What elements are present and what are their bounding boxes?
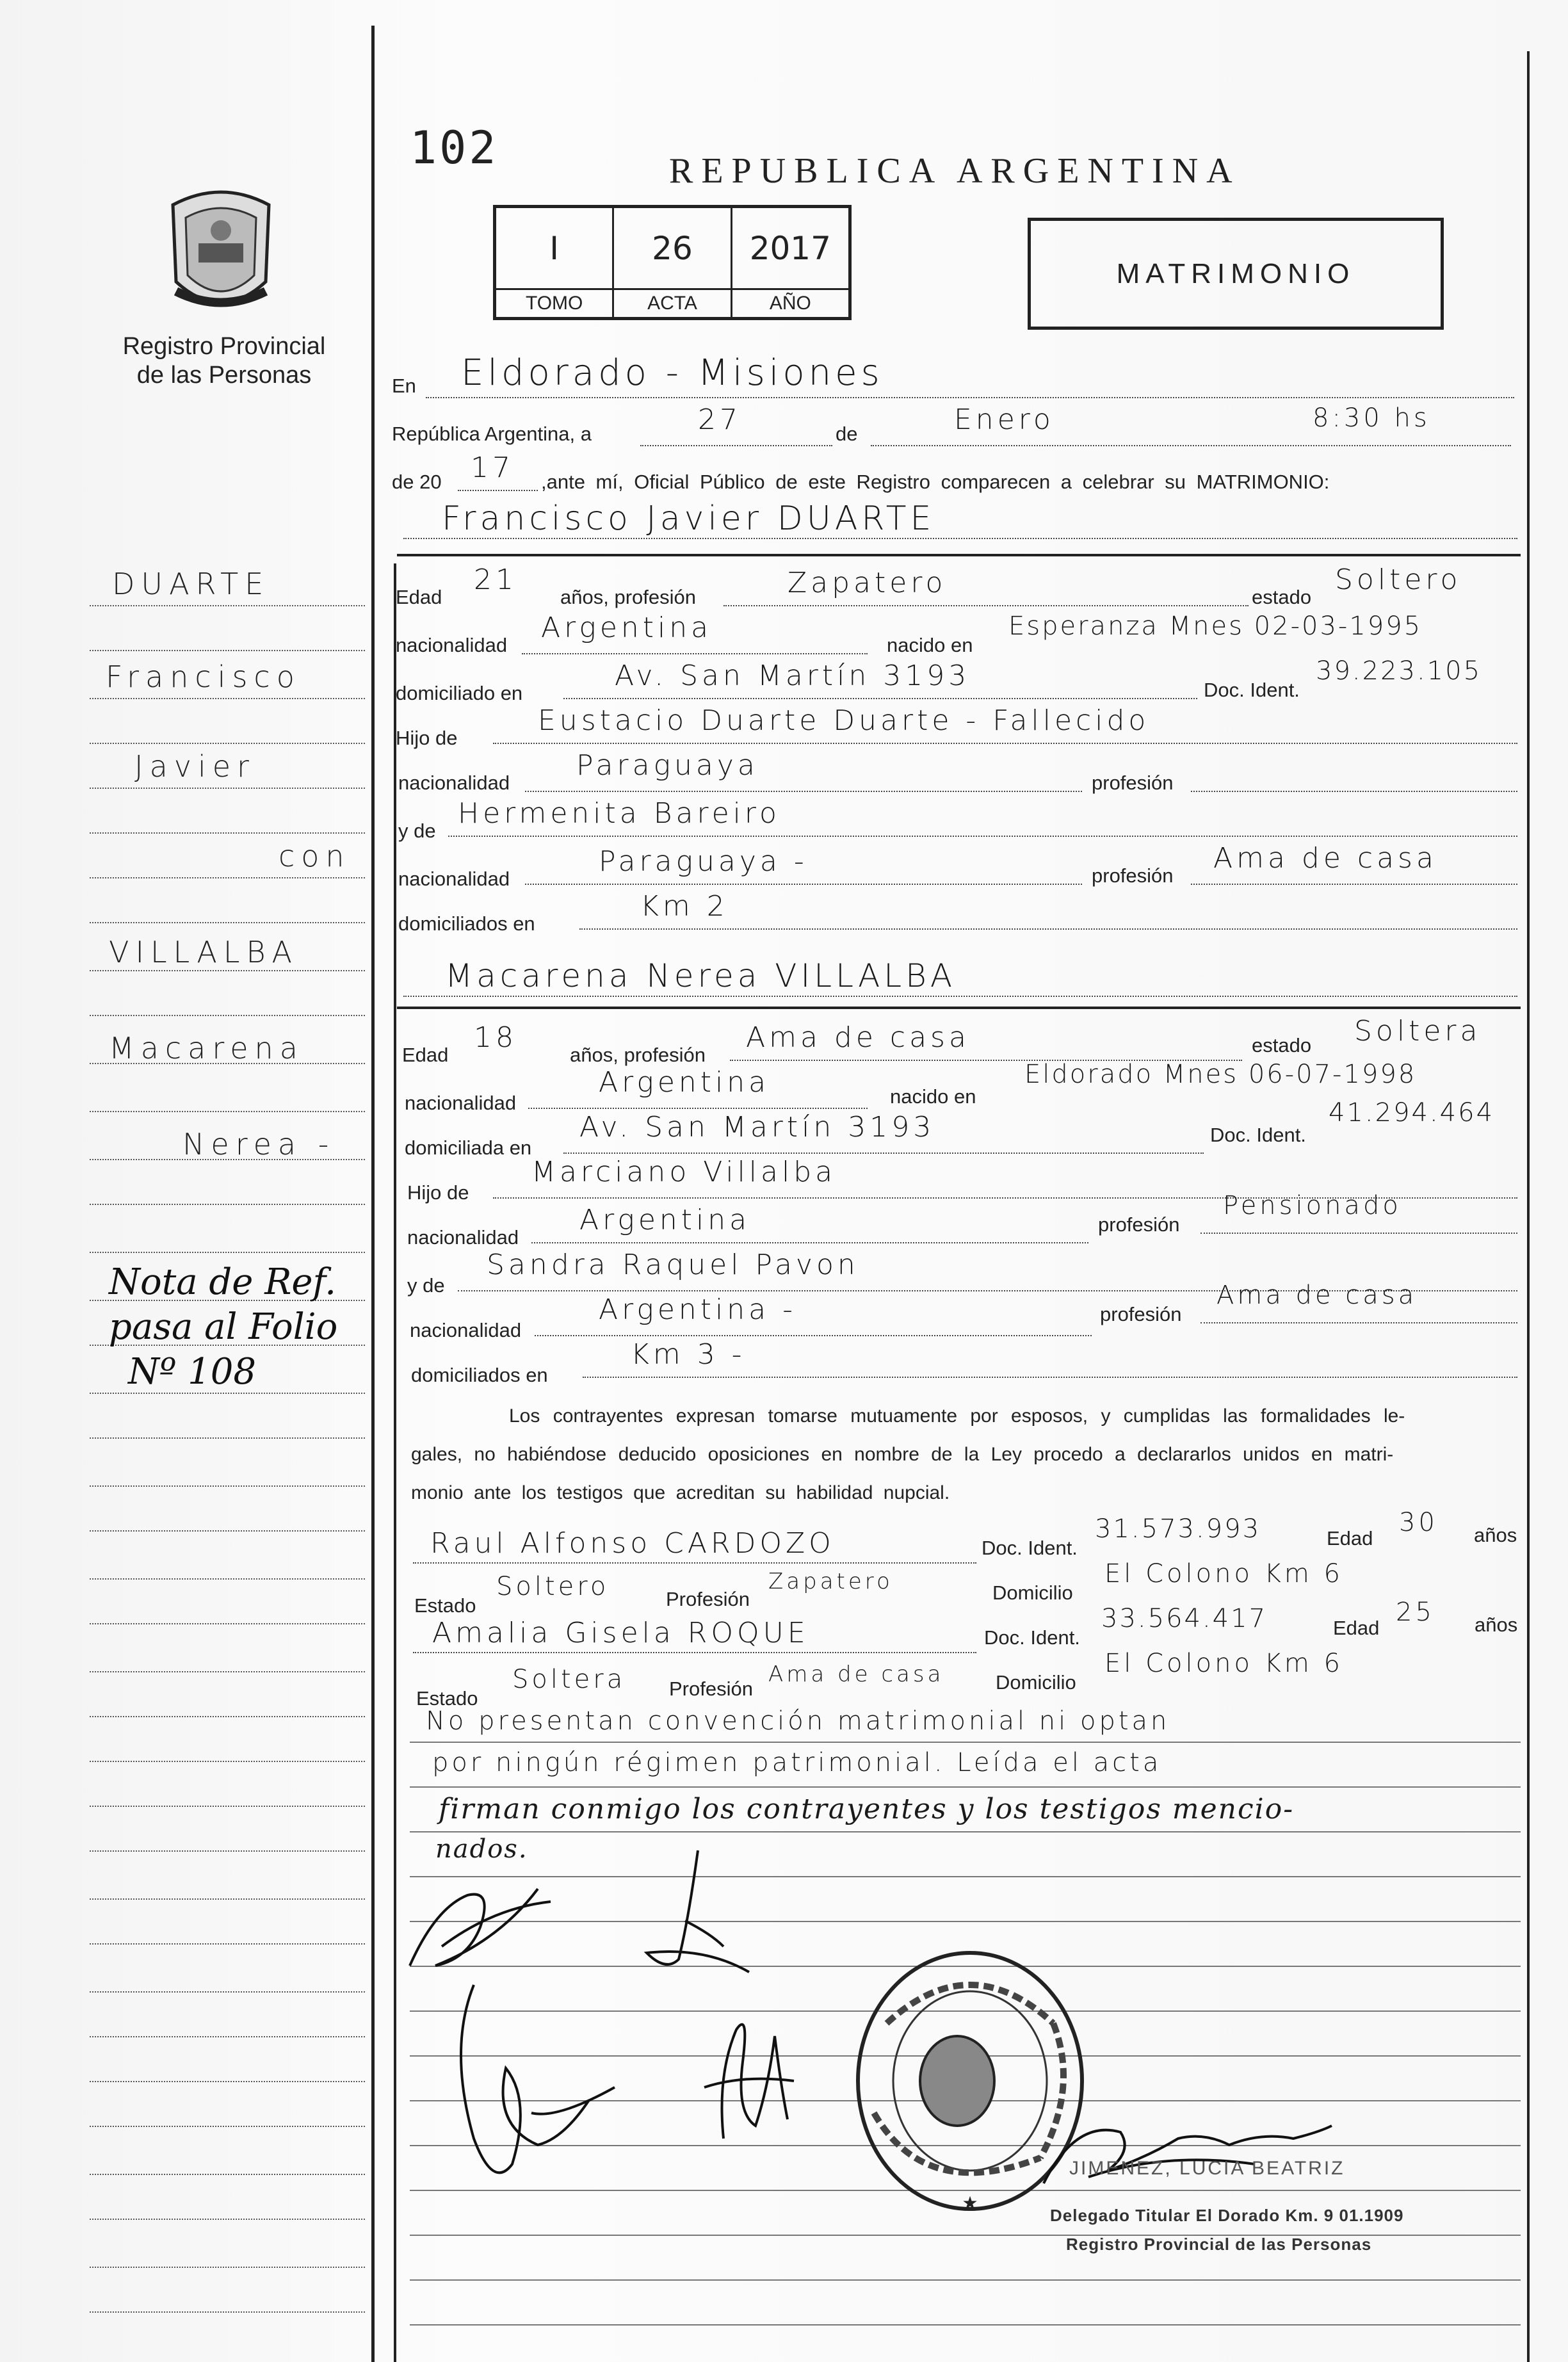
- margin-rule: [90, 970, 365, 971]
- bride-age: 18: [474, 1021, 517, 1054]
- groom-mother-profession: Ama de casa: [1213, 842, 1437, 875]
- svg-text:★: ★: [962, 2192, 978, 2213]
- bride-name: Macarena Nerea VILLALBA: [445, 957, 957, 994]
- groom-profesion-line: [723, 605, 1249, 606]
- registry-name-line1: Registro Provincial: [122, 333, 326, 360]
- bride-profesion-label: años, profesión: [570, 1044, 706, 1066]
- margin-rule: [90, 1806, 365, 1807]
- margin-rule: [90, 788, 365, 789]
- groom-father-nationality: Paraguaya: [576, 749, 759, 782]
- note-rule: [410, 1876, 1521, 1877]
- tomo-label: TOMO: [496, 288, 612, 317]
- witness1-age: 30: [1399, 1508, 1438, 1537]
- note-rule: [410, 1786, 1521, 1788]
- margin-rule: [90, 743, 365, 744]
- margin-entry-con: con: [279, 839, 351, 873]
- bride-signature: [627, 1844, 768, 1985]
- bride-name-line: [403, 996, 1517, 997]
- groom-doc: 39.223.105: [1316, 656, 1482, 686]
- margin-entry-middlename: Javier: [134, 749, 255, 784]
- groom-name-line: [403, 538, 1517, 539]
- ante-text: ,ante mí, Oficial Público de este Registro comparecen a celebrar su MATRIMONIO:: [541, 471, 1330, 493]
- witness1-profesion-label: Profesión: [666, 1588, 750, 1610]
- official-office: Registro Provincial de las Personas: [1066, 2235, 1372, 2254]
- bride-address: Av. San Martín 3193: [579, 1111, 935, 1144]
- margin-entry-bride-middlename: Nerea -: [182, 1127, 335, 1161]
- margin-rule: [90, 1761, 365, 1762]
- groom-nacido-label: nacido en: [887, 634, 973, 656]
- witness1-estado-label: Estado: [414, 1594, 476, 1617]
- bride-parents-address: Km 3 -: [631, 1338, 746, 1371]
- country-title: REPUBLICA ARGENTINA: [669, 151, 1241, 191]
- official-title: Delegado Titular El Dorado Km. 9 01.1909: [1050, 2206, 1404, 2225]
- day-value: 27: [698, 403, 741, 436]
- bride-mother-nat-line: [535, 1335, 1092, 1336]
- bride-domicilio-line: [563, 1153, 1204, 1154]
- witness2-profesion-label: Profesión: [669, 1678, 753, 1700]
- bride-nationality: Argentina: [599, 1066, 770, 1099]
- groom-mother-nationality: Paraguaya -: [599, 845, 808, 878]
- groom-mother-prof-label: profesión: [1092, 864, 1174, 887]
- margin-entry-bride-firstname: Macarena: [109, 1031, 304, 1065]
- groom-father-nat-line: [525, 791, 1082, 792]
- groom-parents-address: Km 2: [640, 890, 729, 923]
- groom-father-prof-line: [1191, 791, 1517, 792]
- margin-rule: [90, 1850, 365, 1852]
- margin-rule: [90, 2311, 365, 2313]
- acta-label: ACTA: [614, 288, 730, 317]
- witness1-anos-label: años: [1474, 1524, 1517, 1546]
- ano-value: 2017: [749, 229, 831, 267]
- margin-rule: [90, 1252, 365, 1253]
- acta-value: 26: [652, 229, 693, 267]
- witness1-signature: [435, 1972, 627, 2203]
- witness1-address: El Colono Km 6: [1104, 1559, 1343, 1589]
- bride-mother-nat-label: nacionalidad: [410, 1319, 522, 1341]
- note-rule: [410, 1921, 1521, 1922]
- notes-line4: nados.: [435, 1834, 528, 1864]
- groom-section-rule: [397, 554, 1521, 556]
- groom-yde-label: y de: [398, 820, 436, 842]
- margin-rule: [90, 1623, 365, 1624]
- margin-rule: [90, 2174, 365, 2175]
- witness1-doc: 31.573.993: [1095, 1514, 1261, 1544]
- margin-divider: [371, 26, 375, 2362]
- year-dotline: [458, 490, 538, 491]
- groom-signature: [397, 1870, 563, 1985]
- bride-estado-label: estado: [1252, 1034, 1312, 1056]
- groom-edad-label: Edad: [396, 586, 442, 608]
- margin-rule: [90, 1578, 365, 1580]
- act-type-box: MATRIMONIO: [1028, 218, 1444, 330]
- month-value: Enero: [954, 403, 1055, 436]
- day-dotline: [640, 445, 832, 446]
- witness1-status: Soltero: [496, 1572, 610, 1601]
- groom-profession: Zapatero: [788, 567, 947, 599]
- groom-estado-label: estado: [1252, 586, 1312, 608]
- republica-label: República Argentina, a: [392, 423, 592, 445]
- bride-nacionalidad-line: [528, 1108, 868, 1109]
- margin-rule: [90, 832, 365, 834]
- margin-rule: [90, 650, 365, 651]
- bride-mother-prof-line: [1200, 1322, 1517, 1323]
- groom-father-nat-label: nacionalidad: [398, 772, 510, 794]
- record-number-box: [493, 205, 852, 320]
- groom-domicilio-line: [563, 698, 1197, 699]
- bride-father-nat-line: [531, 1242, 1088, 1243]
- groom-civil-status: Soltero: [1335, 563, 1462, 596]
- margin-rule: [90, 1716, 365, 1717]
- official-signature: [1037, 2107, 1338, 2196]
- de-label: de: [836, 423, 858, 445]
- note-rule: [410, 1742, 1521, 1743]
- bride-father-profession: Pensionado: [1223, 1191, 1402, 1220]
- groom-mother-line: [448, 836, 1517, 837]
- en-place-value: Eldorado - Misiones: [461, 352, 884, 394]
- tomo-cell: [496, 208, 614, 317]
- margin-note-line2: pasa al Folio: [109, 1306, 338, 1348]
- witness2-age: 25: [1396, 1598, 1435, 1627]
- witness2-status: Soltera: [512, 1665, 626, 1694]
- province-seal-icon: [163, 186, 279, 320]
- margin-rule: [90, 1671, 365, 1672]
- note-rule: [410, 2324, 1521, 2326]
- witness2-estado-label: Estado: [416, 1687, 478, 1710]
- bride-mother: Sandra Raquel Pavon: [487, 1249, 859, 1281]
- form-left-border: [394, 563, 396, 2362]
- en-dotline: [426, 397, 1514, 398]
- groom-nationality: Argentina: [541, 611, 713, 644]
- margin-rule: [90, 1111, 365, 1112]
- groom-hijo-label: Hijo de: [396, 727, 458, 749]
- bride-mother-nationality: Argentina -: [599, 1293, 796, 1326]
- witness2-profession: Ama de casa: [768, 1662, 944, 1687]
- bride-edad-label: Edad: [402, 1044, 449, 1066]
- margin-rule: [90, 1204, 365, 1205]
- year-suffix-value: 17: [471, 451, 514, 484]
- acta-cell: [614, 208, 732, 317]
- bride-born: Eldorado Mnes 06-07-1998: [1024, 1060, 1417, 1089]
- bride-father-nat-label: nacionalidad: [407, 1226, 519, 1249]
- declaration-line1: Los contrayentes expresan tomarse mutuamente por esposos, y cumplidas las formalidades le-: [509, 1405, 1405, 1427]
- bride-parents-dom-line: [583, 1377, 1517, 1378]
- groom-doc-label: Doc. Ident.: [1204, 679, 1300, 701]
- witness2-name: Amalia Gisela ROQUE: [432, 1617, 809, 1649]
- declaration-line2: gales, no habiéndose deducido oposiciones en nombre de la Ley procedo a declararlos unidos en matri-: [411, 1444, 1394, 1465]
- declaration-line3: monio ante los testigos que acreditan su habilidad nupcial.: [411, 1482, 950, 1503]
- margin-note-line3: Nº 108: [128, 1351, 257, 1393]
- witness1-edad-label: Edad: [1327, 1527, 1373, 1549]
- margin-rule: [90, 1530, 365, 1532]
- right-border: [1527, 51, 1530, 2362]
- witness1-doc-label: Doc. Ident.: [982, 1537, 1078, 1559]
- tomo-value: I: [549, 229, 560, 267]
- time-value: 8:30 hs: [1313, 403, 1430, 433]
- witness2-edad-label: Edad: [1333, 1617, 1380, 1639]
- margin-note-line1: Nota de Ref.: [109, 1261, 337, 1303]
- margin-rule: [90, 1485, 365, 1487]
- witness2-signature: [679, 2010, 807, 2151]
- margin-rule: [90, 1015, 365, 1016]
- groom-nacionalidad-line: [522, 653, 868, 654]
- bride-father-nationality: Argentina: [579, 1204, 751, 1236]
- groom-born: Esperanza Mnes 02-03-1995: [1008, 611, 1423, 641]
- margin-rule: [90, 1393, 365, 1394]
- margin-rule: [90, 605, 365, 606]
- folio-number: 102: [410, 122, 499, 174]
- margin-entry-firstname: Francisco: [106, 659, 301, 694]
- witness2-anos-label: años: [1475, 1614, 1518, 1636]
- margin-rule: [90, 2081, 365, 2082]
- bride-doc: 41.294.464: [1329, 1098, 1495, 1128]
- witness1-name-line: [413, 1562, 976, 1564]
- bride-hijo-label: Hijo de: [407, 1181, 469, 1204]
- de20-label: de 20: [392, 471, 442, 493]
- margin-rule: [90, 2126, 365, 2127]
- registry-name-line2: de las Personas: [136, 362, 312, 389]
- note-rule: [410, 1831, 1521, 1832]
- margin-rule: [90, 922, 365, 923]
- margin-rule: [90, 698, 365, 699]
- month-dotline: [871, 445, 1511, 446]
- bride-mother-prof-label: profesión: [1100, 1303, 1182, 1325]
- groom-domicilio-label: domiciliado en: [396, 682, 523, 704]
- notes-line1: No presentan convención matrimonial ni optan: [426, 1706, 1170, 1736]
- groom-profesion-label: años, profesión: [560, 586, 696, 608]
- groom-father-line: [493, 743, 1517, 744]
- groom-mother: Hermenita Bareiro: [458, 797, 780, 830]
- groom-mother-prof-line: [1191, 884, 1517, 885]
- groom-age: 21: [474, 563, 517, 596]
- bride-father-prof-label: profesión: [1098, 1213, 1180, 1236]
- margin-rule: [90, 2036, 365, 2037]
- bride-doc-label: Doc. Ident.: [1210, 1124, 1306, 1146]
- margin-rule: [90, 1437, 365, 1439]
- bride-father-prof-line: [1200, 1233, 1517, 1234]
- note-rule: [410, 2279, 1521, 2281]
- bride-nacido-label: nacido en: [890, 1085, 976, 1108]
- witness2-domicilio-label: Domicilio: [996, 1671, 1076, 1694]
- witness1-domicilio-label: Domicilio: [992, 1581, 1073, 1604]
- witness2-name-line: [413, 1652, 976, 1653]
- groom-name: Francisco Javier DUARTE: [442, 499, 935, 538]
- bride-nacionalidad-label: nacionalidad: [405, 1092, 517, 1114]
- groom-nacionalidad-label: nacionalidad: [396, 634, 508, 656]
- witness1-profession: Zapatero: [768, 1569, 893, 1594]
- official-name: JIMENEZ, LUCIA BEATRIZ: [1069, 2158, 1345, 2179]
- ano-cell: [732, 208, 848, 317]
- groom-parents-dom-label: domiciliados en: [398, 912, 535, 935]
- margin-rule: [90, 2219, 365, 2220]
- margin-rule: [90, 1943, 365, 1945]
- bride-father: Marciano Villalba: [531, 1156, 837, 1188]
- groom-father: Eustacio Duarte Duarte - Fallecido: [538, 704, 1150, 737]
- bride-mother-profession: Ama de casa: [1216, 1281, 1418, 1310]
- margin-rule: [90, 2267, 365, 2268]
- bride-civil-status: Soltera: [1354, 1015, 1482, 1048]
- bride-section-rule: [397, 1007, 1521, 1009]
- witness2-address: El Colono Km 6: [1104, 1649, 1343, 1678]
- bride-parents-dom-label: domiciliados en: [411, 1364, 548, 1386]
- notes-line3: firman conmigo los contrayentes y los testigos mencio-: [439, 1793, 1295, 1825]
- margin-entry-bride-surname: VILLALBA: [109, 935, 299, 969]
- groom-mother-nat-line: [525, 884, 1082, 885]
- en-label: En: [392, 375, 416, 397]
- witness2-doc: 33.564.417: [1101, 1604, 1268, 1633]
- margin-rule: [90, 877, 365, 878]
- groom-address: Av. San Martín 3193: [615, 659, 971, 692]
- bride-profession: Ama de casa: [746, 1021, 970, 1054]
- groom-father-prof-label: profesión: [1092, 772, 1174, 794]
- margin-rule: [90, 1991, 365, 1993]
- witness2-doc-label: Doc. Ident.: [984, 1626, 1080, 1649]
- margin-entry-surname: DUARTE: [112, 567, 270, 601]
- groom-mother-nat-label: nacionalidad: [398, 868, 510, 890]
- bride-yde-label: y de: [407, 1274, 445, 1297]
- witness1-name: Raul Alfonso CARDOZO: [430, 1527, 835, 1560]
- margin-rule: [90, 1898, 365, 1900]
- bride-domicilio-label: domiciliada en: [405, 1137, 532, 1159]
- ano-label: AÑO: [732, 288, 848, 317]
- notes-line2: por ningún régimen patrimonial. Leída el acta: [432, 1748, 1162, 1777]
- groom-parents-dom-line: [579, 928, 1517, 930]
